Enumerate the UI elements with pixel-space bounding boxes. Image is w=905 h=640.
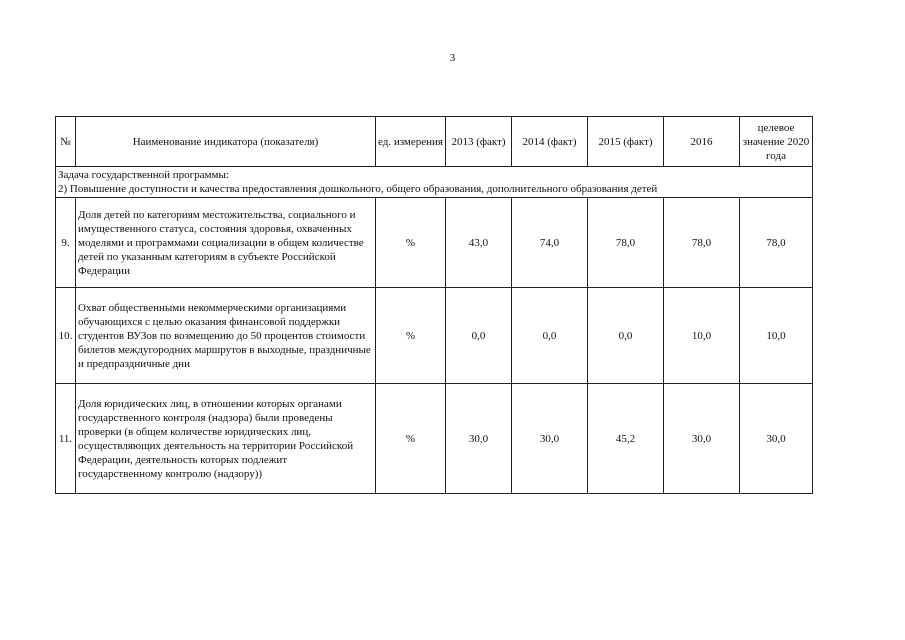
header-name: Наименование индикатора (показателя) [76, 117, 376, 167]
indicators-table [55, 116, 813, 494]
table-header-row [56, 117, 813, 167]
row-2014: 0,0 [512, 288, 588, 384]
section-task: 2) Повышение доступности и качества предоставления дошкольного, общего образования, дополнительного образования детей [58, 183, 658, 195]
row-2014: 30,0 [512, 384, 588, 494]
row-2015: 78,0 [588, 198, 664, 288]
header-num: № [56, 117, 76, 167]
row-2015: 45,2 [588, 384, 664, 494]
row-unit: % [376, 288, 446, 384]
row-num: 11. [56, 384, 76, 494]
table-row [56, 288, 813, 384]
row-target: 30,0 [740, 384, 813, 494]
row-num: 10. [56, 288, 76, 384]
section-cell [56, 167, 813, 198]
row-name: Доля детей по категориям местожительства, социального и имущественного статуса, состояния здоровья, охваченных моделями и программами социализации в общем количестве детей по указанным категориям в субъекте Российской Федерации [76, 198, 376, 288]
row-2014: 74,0 [512, 198, 588, 288]
row-2013: 30,0 [446, 384, 512, 494]
row-2015: 0,0 [588, 288, 664, 384]
row-2016: 78,0 [664, 198, 740, 288]
header-unit: ед. измерения [376, 117, 446, 167]
header-2014: 2014 (факт) [512, 117, 588, 167]
row-unit: % [376, 198, 446, 288]
page-number: 3 [449, 52, 456, 64]
row-2016: 30,0 [664, 384, 740, 494]
row-num: 9. [56, 198, 76, 288]
row-2013: 43,0 [446, 198, 512, 288]
header-2016: 2016 [664, 117, 740, 167]
table-row [56, 198, 813, 288]
row-2013: 0,0 [446, 288, 512, 384]
row-unit: % [376, 384, 446, 494]
header-2015: 2015 (факт) [588, 117, 664, 167]
row-name: Доля юридических лиц, в отношении которых органами государственного контроля (надзора) были проведены проверки (в общем количестве юридических лиц, осуществляющих деятельность на территории Российской Федерации, деятельность которых подлежит государственному контролю (надзору)) [76, 384, 376, 494]
header-2013: 2013 (факт) [446, 117, 512, 167]
row-2016: 10,0 [664, 288, 740, 384]
row-name: Охват общественными некоммерческими организациями обучающихся с целью оказания финансовой поддержки студентов ВУЗов по возмещению до 50 процентов стоимости билетов междугородних маршрутов в выходные, праздничные и предпраздничные дни [76, 288, 376, 384]
row-target: 78,0 [740, 198, 813, 288]
table-row [56, 384, 813, 494]
section-row [56, 167, 813, 198]
row-target: 10,0 [740, 288, 813, 384]
header-target: целевое значение 2020 года [740, 117, 813, 167]
section-title: Задача государственной программы: [58, 169, 229, 181]
